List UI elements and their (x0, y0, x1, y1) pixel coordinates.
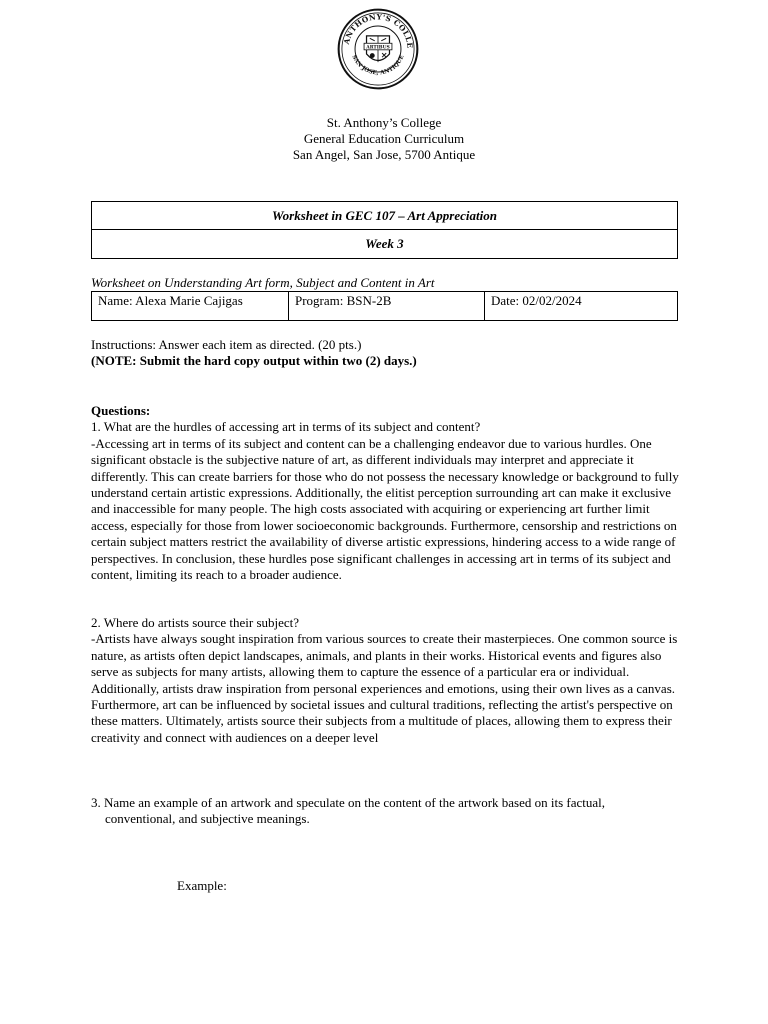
worksheet-subtitle: Worksheet on Understanding Art form, Subject and Content in Art (91, 275, 435, 290)
college-address: San Angel, San Jose, 5700 Antique (292, 147, 476, 162)
student-program: Program: BSN-2B (288, 292, 484, 320)
question-2: 2. Where do artists source their subject? (91, 615, 300, 630)
answer-1: -Accessing art in terms of its subject and content can be a challenging endeavor due to various hurdles. One significant obstacle is the subjective nature of art, as different individuals may interpret and appreciate it differently. This can create barriers for those who do not possess the necessary knowledge or background to fully understand certain artistic expressions. Additionally, the elitist perception surrounding art can make it exclusive and inaccessible for many people. The high costs associated with acquiring or experiencing art further limit access, especially for those from lower socioeconomic backgrounds. Furthermore, censorship and restrictions on certain subject matters restrict the availability of diverse artistic expressions, hindering access to a wide range of perspectives. In conclusion, these hurdles pose significant challenges in accessing art in terms of its subject and content, limiting its reach to a broader audience. (91, 435, 679, 583)
worksheet-title-box (91, 201, 678, 259)
answer-2: -Artists have always sought inspiration from various sources to create their masterpieces. One common source is nature, as artists often depict landscapes, animals, and plants in their works. Historical events and figures also serve as subjects for many artists, allowing them to capture the essence of a particular era or individual. Additionally, artists draw inspiration from personal experiences and emotions, using their own lives as a canvas. Furthermore, art can be influenced by societal issues and cultural traditions, reflecting the artist's perspective on these matters. Ultimately, artists source their subjects from a multitude of places, allowing them to express their creativity and connect with audiences on a deeper level (91, 631, 678, 745)
worksheet-week: Week 3 (92, 229, 677, 258)
submission-note: (NOTE: Submit the hard copy output within two (2) days.) (91, 353, 417, 369)
example-label: Example: (177, 878, 227, 893)
worksheet-title: Worksheet in GEC 107 – Art Appreciation (272, 207, 497, 223)
submission-date: Date: 02/02/2024 (484, 292, 677, 320)
student-info-table (91, 291, 678, 321)
questions-heading: Questions: (91, 403, 151, 418)
seal-motto: ARTIBUS (366, 45, 390, 51)
college-seal (337, 8, 419, 90)
student-name: Name: Alexa Marie Cajigas (98, 293, 243, 308)
college-header (0, 115, 768, 163)
curriculum-name: General Education Curriculum (303, 131, 465, 146)
instructions-block (91, 337, 681, 370)
instructions-text: Instructions: Answer each item as directed. (20 pts.) (91, 337, 362, 352)
question-2-block (91, 615, 681, 746)
college-name: St. Anthony’s College (326, 115, 442, 130)
question-3-line-1: 3. Name an example of an artwork and speculate on the content of the artwork based on its factual, (91, 795, 606, 810)
seal-ring-text: ANTHONY'S COLLE (341, 12, 415, 49)
questions-block (91, 403, 681, 583)
question-3-line-2: conventional, and subjective meanings. (105, 811, 310, 827)
question-1: 1. What are the hurdles of accessing art in terms of its subject and content? (91, 419, 481, 435)
seal-lower-text: SAN JOSE, ANTIQUE (350, 54, 406, 77)
question-3-block (91, 795, 681, 828)
